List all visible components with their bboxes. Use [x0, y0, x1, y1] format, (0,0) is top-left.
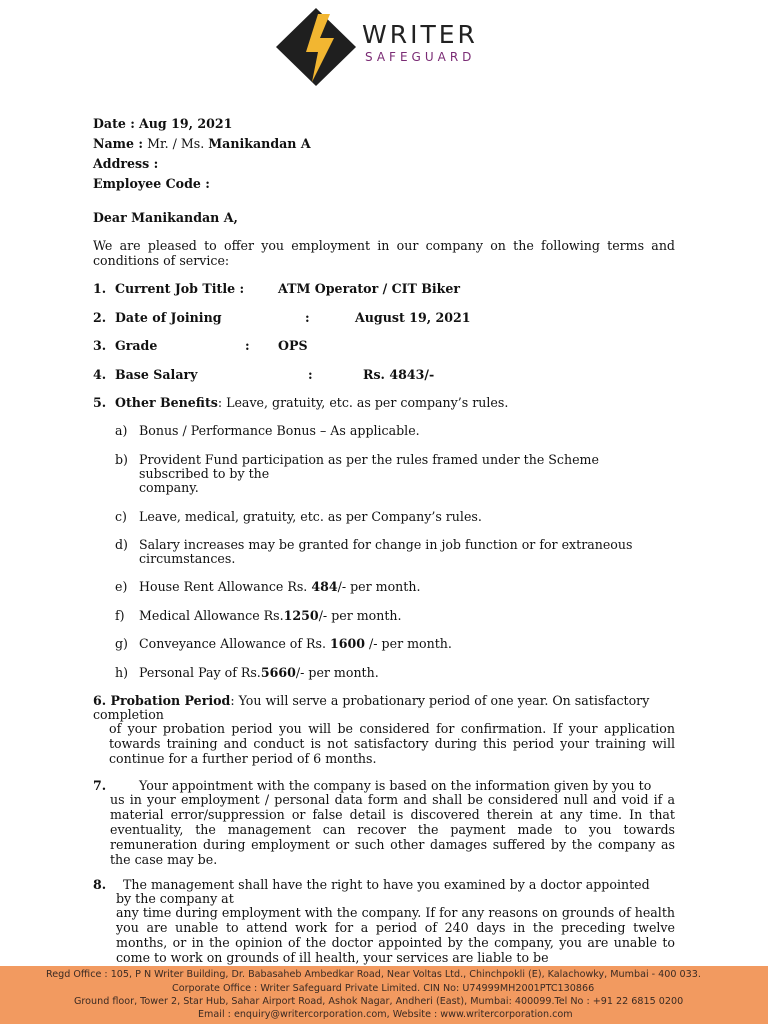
term-label: Base Salary — [115, 367, 198, 382]
probation-text: completion — [93, 707, 164, 722]
date-line — [93, 116, 232, 131]
term-text: : Leave, gratuity, etc. as per company’s rules. — [217, 395, 509, 410]
probation-label: 6. Probation Period — [93, 693, 231, 708]
benefit-text: Personal Pay of Rs. — [139, 665, 261, 680]
term-value: August 19, 2021 — [355, 310, 471, 325]
benefit-text: /- per month. — [337, 579, 421, 594]
address-line — [93, 156, 158, 171]
term-colon: : — [245, 338, 250, 353]
benefit-letter: g) — [115, 636, 128, 651]
term-joining — [93, 310, 106, 325]
clause-7-number — [93, 778, 106, 793]
term-colon: : — [305, 310, 310, 325]
term-number: 5. — [93, 395, 107, 410]
probation-text: : You will serve a probationary period of one year. On satisfactory — [230, 693, 650, 708]
footer-contact: Email : enquiry@writercorporation.com, Website : www.writercorporation.com — [198, 1009, 573, 1020]
benefit-letter: h) — [115, 665, 129, 680]
term-joining-value — [355, 310, 471, 325]
term-benefits — [93, 395, 106, 410]
term-grade-value — [278, 338, 308, 353]
term-job-title-value — [278, 281, 460, 296]
benefit-text: circumstances. — [139, 551, 236, 566]
logo-sub-text: SAFEGUARD — [365, 50, 476, 64]
benefit-amount: 5660 — [260, 665, 296, 680]
clause-number: 7. — [93, 778, 107, 793]
benefit-text: Conveyance Allowance of Rs. — [139, 636, 330, 651]
benefit-text: /- per month. — [295, 665, 379, 680]
clause-number: 8. — [93, 877, 107, 892]
term-colon: : — [308, 367, 313, 382]
benefit-text: subscribed to by the — [139, 466, 270, 481]
benefit-letter: e) — [115, 579, 128, 594]
term-grade-label — [115, 338, 157, 353]
benefit-text: Provident Fund participation as per the rules framed under the Scheme — [139, 452, 599, 467]
probation-first-line — [93, 693, 649, 708]
term-number: 4. — [93, 367, 107, 382]
footer-address: Ground floor, Tower 2, Star Hub, Sahar Airport Road, Ashok Nagar, Andheri (East), Mumbai: 400099.Tel No : +91 22 6815 0200 — [74, 996, 684, 1007]
benefit-text: company. — [139, 480, 199, 495]
benefit-text: Leave, medical, gratuity, etc. as per Company’s rules. — [139, 509, 482, 524]
term-label: Other Benefits — [115, 395, 218, 410]
clause-8-number — [93, 877, 106, 892]
term-salary — [93, 367, 106, 382]
benefit-text: Salary increases may be granted for change in job function or for extraneous — [139, 537, 633, 552]
benefit-letter: f) — [115, 608, 125, 623]
benefit-amount: 484 — [311, 579, 338, 594]
benefit-text: Bonus / Performance Bonus – As applicable. — [139, 423, 420, 438]
benefit-letter: b) — [115, 452, 128, 467]
name-line — [93, 136, 311, 151]
term-grade-colon — [245, 338, 250, 353]
date-label: Date : — [93, 116, 135, 131]
logo-brand-text: WRITER — [362, 20, 478, 49]
term-number: 2. — [93, 310, 107, 325]
benefit-medical — [139, 608, 402, 623]
intro-paragraph: We are pleased to offer you employment in our company on the following terms and conditions of service: — [93, 238, 675, 268]
clause-8-line1: The management shall have the right to have you examined by a doctor appointed — [123, 877, 650, 892]
probation-rest: of your probation period you will be considered for confirmation. If your application towards training and conduct is not satisfactory during this period your training will continue for a further period of 6 months. — [109, 721, 675, 766]
benefit-hra — [139, 579, 420, 594]
employee-code-line — [93, 176, 210, 191]
benefit-text: Medical Allowance Rs. — [139, 608, 284, 623]
benefit-letter: c) — [115, 509, 127, 524]
benefit-letter: a) — [115, 423, 128, 438]
benefit-amount: 1250 — [283, 608, 319, 623]
name-value: Manikandan A — [208, 136, 311, 151]
benefit-text: House Rent Allowance Rs. — [139, 579, 312, 594]
address-label: Address : — [93, 156, 159, 171]
clause-7-first: Your appointment with the company is based on the information given by you to — [139, 778, 652, 793]
benefit-text: /- per month. — [318, 608, 402, 623]
benefit-conveyance — [139, 636, 452, 651]
term-value: OPS — [278, 338, 308, 353]
footer-regd-office: Regd Office : 105, P N Writer Building, Dr. Babasaheb Ambedkar Road, Near Voltas Ltd., Chinchpokli (E), Kalachowky, Mumbai - 400 033. — [46, 969, 701, 980]
term-joining-label — [115, 310, 222, 325]
term-label: Current Job Title : — [115, 281, 245, 296]
name-prefix: Mr. / Ms. — [147, 136, 205, 151]
term-job-title-label — [115, 281, 244, 296]
name-label: Name : — [93, 136, 144, 151]
greeting-text: Dear Manikandan A, — [93, 210, 238, 225]
clause-7-rest: us in your employment / personal data form and shall be considered null and void if a material error/suppression or false detail is discovered therein at any time. In that eventuality, the management can recover the payment made to you towards remuneration during employment or such other damages suffered by the company as the case may be. — [110, 792, 675, 867]
letterhead-footer — [0, 966, 768, 1024]
clause-8-rest: any time during employment with the company. If for any reasons on grounds of health you are unable to attend work for a period of 240 days in the preceding twelve months, or in the opinion of the doctor appointed by the company, you are unable to come to work on grounds of ill health, your services are liable to be — [116, 905, 675, 965]
term-salary-colon — [308, 367, 313, 382]
term-label: Date of Joining — [115, 310, 222, 325]
term-job-title — [93, 281, 106, 296]
date-value: Aug 19, 2021 — [138, 116, 233, 131]
term-number: 3. — [93, 338, 107, 353]
clause-8-line2: by the company at — [116, 891, 234, 906]
benefit-letter: d) — [115, 537, 128, 552]
term-benefits-line — [115, 395, 508, 410]
benefit-personal-pay — [139, 665, 379, 680]
footer-corporate-office: Corporate Office : Writer Safeguard Private Limited. CIN No: U74999MH2001PTC130866 — [172, 983, 595, 994]
term-label: Grade — [115, 338, 158, 353]
benefit-amount: 1600 — [329, 636, 366, 651]
term-value: ATM Operator / CIT Biker — [278, 281, 461, 296]
term-number: 1. — [93, 281, 107, 296]
term-salary-label — [115, 367, 197, 382]
term-grade — [93, 338, 106, 353]
benefit-text: /- per month. — [365, 636, 452, 651]
term-joining-colon — [305, 310, 310, 325]
term-value: Rs. 4843/- — [363, 367, 435, 382]
greeting — [93, 210, 238, 225]
term-salary-value — [363, 367, 434, 382]
employee-code-label: Employee Code : — [93, 176, 210, 191]
